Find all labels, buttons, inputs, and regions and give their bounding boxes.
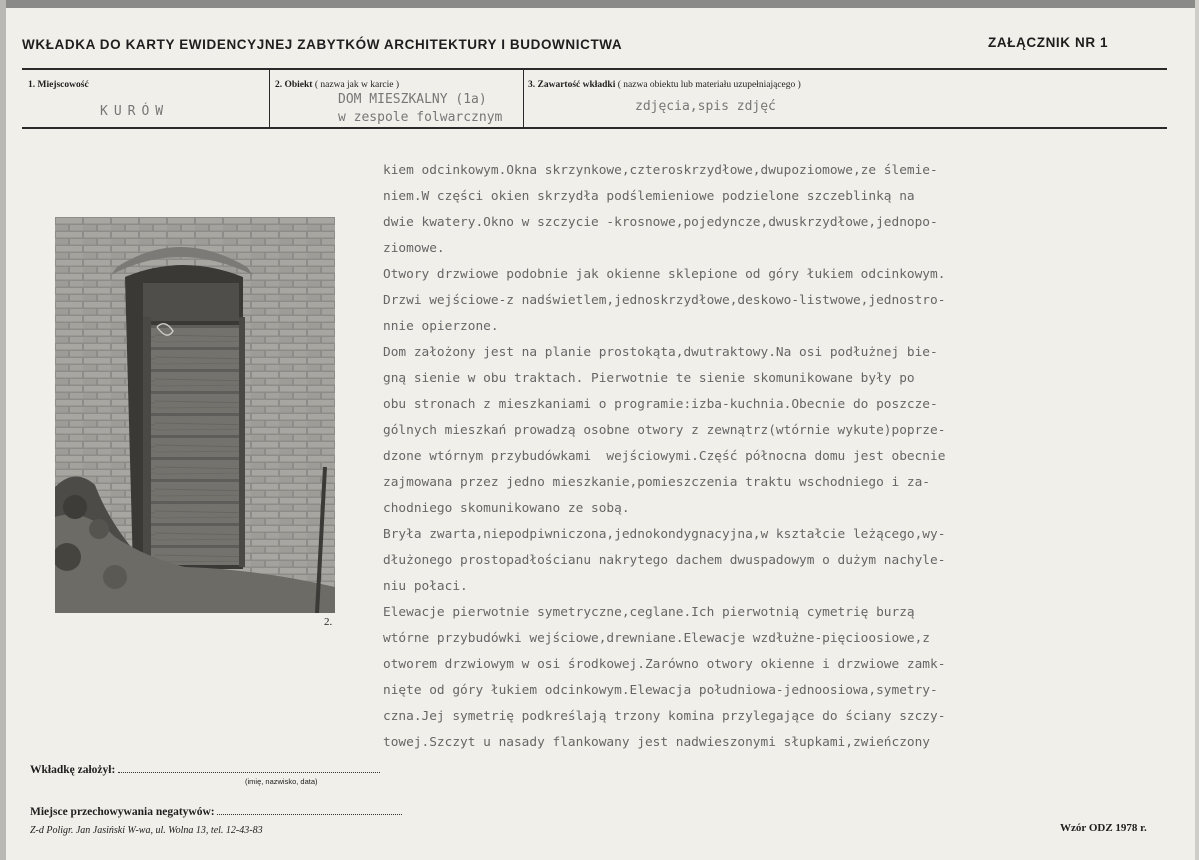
scan-edge-right	[1195, 0, 1199, 860]
photo-number: 2.	[324, 616, 333, 628]
founder-dotted-field[interactable]	[118, 762, 380, 773]
text-line: kiem odcinkowym.Okna skrzynkowe,czteroskrzydłowe,dwupoziomowe,ze ślemie-	[383, 163, 938, 178]
text-line: niem.W części okien skrzydła podślemieniowe podzielone szczeblinką na	[383, 189, 915, 204]
object-label	[275, 80, 399, 90]
text-line: dłużonego prostopadłościanu nakrytego dachem dwuspadowym o dużym nachyle-	[383, 553, 946, 568]
text-line: nnie opierzone.	[383, 319, 499, 334]
scan-edge-top	[0, 0, 1199, 8]
door-photograph	[55, 217, 335, 613]
contents-value: zdjęcia,spis zdjęć	[635, 99, 776, 114]
storage-line	[30, 804, 402, 818]
contents-label-text: Zawartość wkładki	[537, 80, 616, 90]
text-line: Drzwi wejściowe-z nadświetlem,jednoskrzydłowe,deskowo-listwowe,jednostro-	[383, 293, 946, 308]
text-line: gólnych mieszkań prowadzą osobne otwory z zewnątrz(wtórnie wykute)poprze-	[383, 423, 946, 438]
text-line: niu połaci.	[383, 579, 468, 594]
header-bottom-rule	[22, 127, 1167, 129]
printer-imprint: Z-d Poligr. Jan Jasiński W-wa, ul. Wolna 13, tel. 12-43-83	[30, 825, 263, 836]
founder-hint: (imię, nazwisko, data)	[245, 777, 318, 786]
text-line: Elewacje pierwotnie symetryczne,ceglane.Ich pierwotnią cymetrię burzą	[383, 605, 915, 620]
scan-edge-left	[0, 0, 6, 860]
storage-dotted-field[interactable]	[217, 804, 402, 815]
object-value-line1: DOM MIESZKALNY (1a)	[338, 92, 487, 107]
header-top-rule	[22, 68, 1167, 70]
text-line: dwie kwatery.Okno w szczycie -krosnowe,pojedyncze,dwuskrzydłowe,jednopo-	[383, 215, 938, 230]
text-line: nięte od góry łukiem odcinkowym.Elewacja południowa-jednoosiowa,symetry-	[383, 683, 938, 698]
contents-label-note: ( nazwa obiektu lub materiału uzupełniającego )	[617, 80, 801, 90]
locality-label	[28, 80, 89, 90]
text-line: Dom założony jest na planie prostokąta,dwutraktowy.Na osi podłużnej bie-	[383, 345, 938, 360]
contents-label-number: 3.	[528, 80, 536, 90]
founder-line	[30, 762, 380, 776]
header-divider-1	[269, 68, 270, 128]
contents-label	[528, 80, 801, 90]
header-divider-2	[523, 68, 524, 128]
text-line: wtórne przybudówki wejściowe,drewniane.Elewacje wzdłużne-pięcioosiowe,z	[383, 631, 931, 646]
locality-label-text: Miejscowość	[37, 80, 89, 90]
object-value-line2: w zespole folwarcznym	[338, 110, 503, 125]
text-line: dzone wtórnym przybudówkami wejściowymi.Część północna domu jest obecnie	[383, 449, 946, 464]
object-label-number: 2.	[275, 80, 283, 90]
form-pattern: Wzór ODZ 1978 r.	[1060, 822, 1147, 834]
text-line: gną sienie w obu traktach. Pierwotnie te sienie skomunikowane były po	[383, 371, 915, 386]
text-line: zajmowana przez jedno mieszkanie,pomieszczenia traktu wschodniego i za-	[383, 475, 931, 490]
text-line: czna.Jej symetrię podkreślają trzony komina przylegające do ściany szczy-	[383, 709, 946, 724]
locality-label-number: 1.	[28, 80, 36, 90]
form-title: WKŁADKA DO KARTY EWIDENCYJNEJ ZABYTKÓW ARCHITEKTURY I BUDOWNICTWA	[22, 37, 623, 52]
text-line: chodniego skomunikowano ze sobą.	[383, 501, 630, 516]
annex-number: ZAŁĄCZNIK NR 1	[988, 35, 1109, 50]
storage-label: Miejsce przechowywania negatywów:	[30, 806, 215, 818]
text-line: ziomowe.	[383, 241, 445, 256]
object-label-note: ( nazwa jak w karcie )	[314, 80, 399, 90]
text-line: Otwory drzwiowe podobnie jak okienne sklepione od góry łukiem odcinkowym.	[383, 267, 946, 282]
text-line: otworem drzwiowym w osi środkowej.Zarówno otwory okienne i drzwiowe zamk-	[383, 657, 946, 672]
locality-value: KURÓW	[100, 104, 170, 119]
description-text	[383, 158, 945, 756]
text-line: Bryła zwarta,niepodpiwniczona,jednokondygnacyjna,w kształcie leżącego,wy-	[383, 527, 946, 542]
founder-label: Wkładkę założył:	[30, 764, 116, 776]
text-line: towej.Szczyt u nasady flankowany jest nadwieszonymi słupkami,zwieńczony	[383, 735, 931, 750]
object-label-text: Obiekt	[284, 80, 313, 90]
text-line: obu stronach z mieszkaniami o programie:izba-kuchnia.Obecnie do poszcze-	[383, 397, 938, 412]
